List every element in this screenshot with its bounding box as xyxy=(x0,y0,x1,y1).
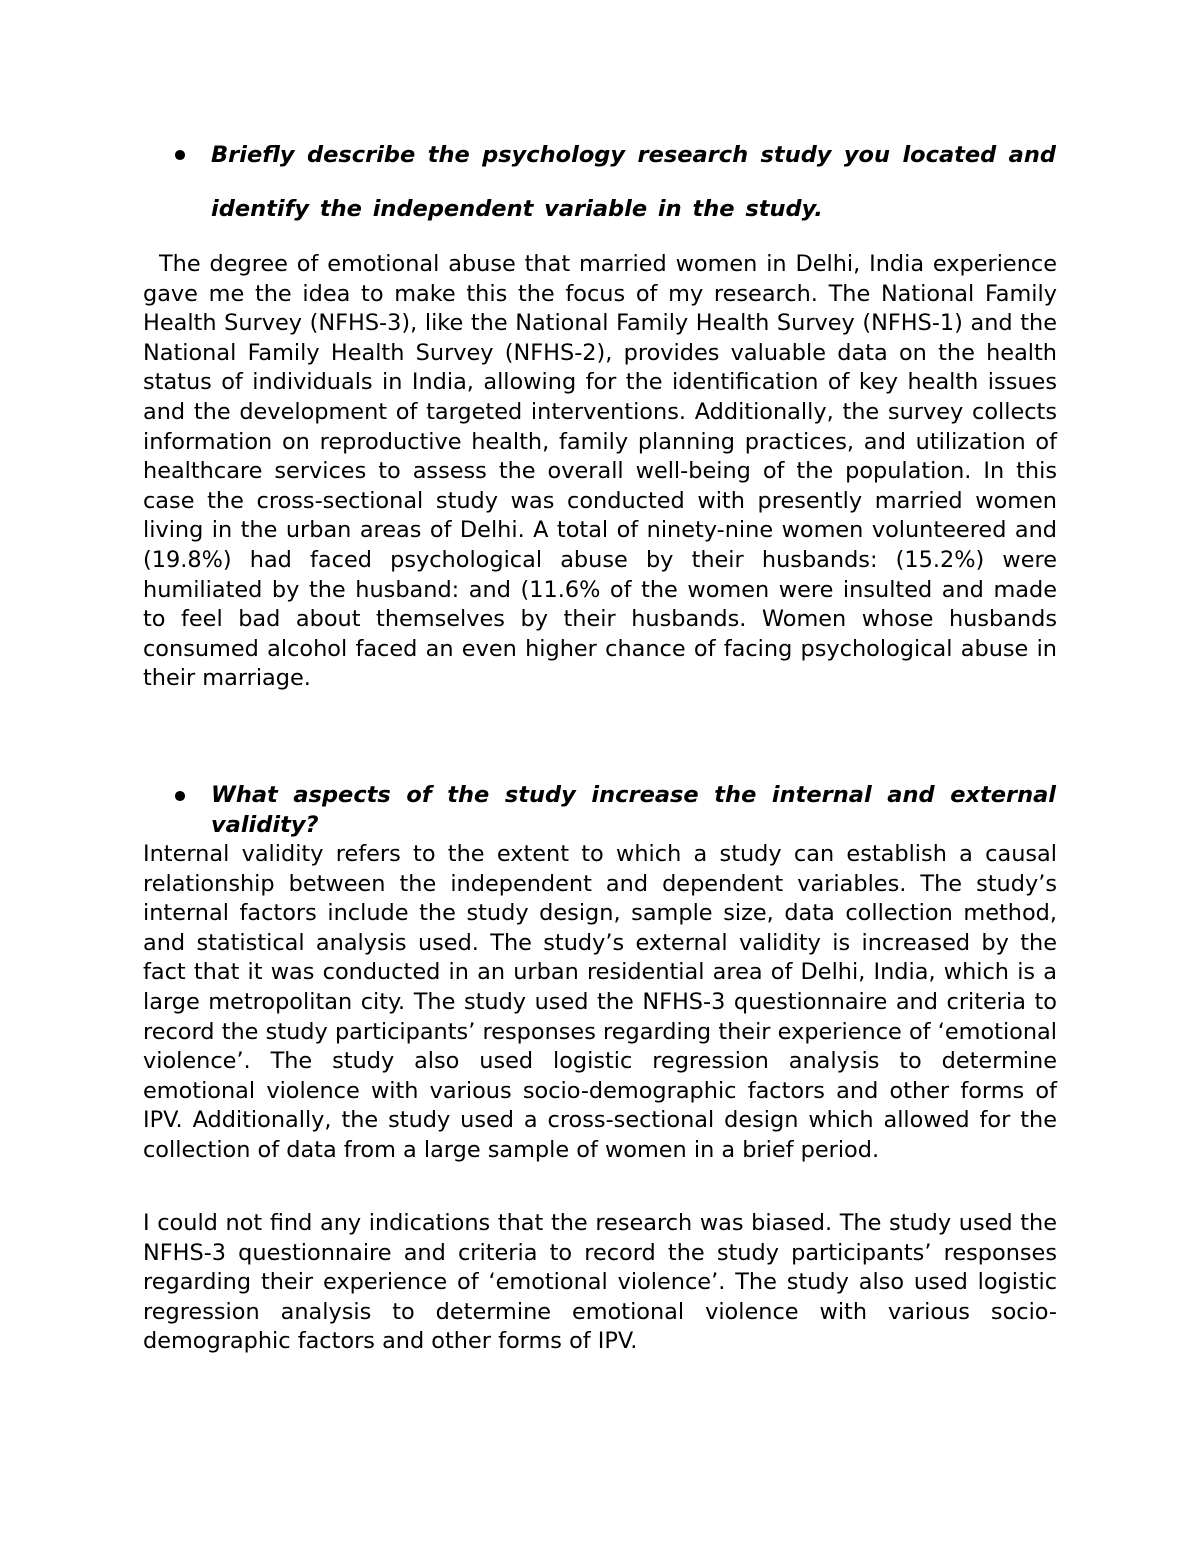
body-paragraph-3: I could not find any indications that the research was biased. The study used the NFHS-3 questionnaire and criteria to record the study participants’ responses regarding their experience of ‘emotional violence’. The study also used logistic regression analysis to determine emotional violence with various socio-demographic factors and other forms of IPV. xyxy=(143,1210,1057,1355)
section-heading-1: Briefly describe the psychology research study you located and identify the independent variable in the study. xyxy=(211,142,1056,222)
bullet-icon xyxy=(175,791,185,801)
bullet-icon xyxy=(175,150,185,160)
section-heading-2: What aspects of the study increase the internal and external validity? xyxy=(211,782,1056,838)
body-paragraph-1: The degree of emotional abuse that married women in Delhi, India experience gave me the idea to make this the focus of my research. The National Family Health Survey (NFHS-3), like the National Family Health Survey (NFHS-1) and the National Family Health Survey (NFHS-2), provides valuable data on the health status of individuals in India, allowing for the identification of key health issues and the development of targeted interventions. Additionally, the survey collects information on reproductive health, family planning practices, and utilization of healthcare services to assess the overall well-being of the population. In this case the cross-sectional study was conducted with presently married women living in the urban areas of Delhi. A total of ninety-nine women volunteered and (19.8%) had faced psychological abuse by their husbands: (15.2%) were humiliated by the husband: and (11.6% of the women were insulted and made to feel bad about themselves by their husbands. Women whose husbands consumed alcohol faced an even higher chance of facing psychological abuse in their marriage. xyxy=(143,251,1057,692)
body-paragraph-2: Internal validity refers to the extent to which a study can establish a causal relationship between the independent and dependent variables. The study’s internal factors include the study design, sample size, data collection method, and statistical analysis used. The study’s external validity is increased by the fact that it was conducted in an urban residential area of Delhi, India, which is a large metropolitan city. The study used the NFHS-3 questionnaire and criteria to record the study participants’ responses regarding their experience of ‘emotional violence’. The study also used logistic regression analysis to determine emotional violence with various socio-demographic factors and other forms of IPV. Additionally, the study used a cross-sectional design which allowed for the collection of data from a large sample of women in a brief period. xyxy=(143,841,1057,1163)
